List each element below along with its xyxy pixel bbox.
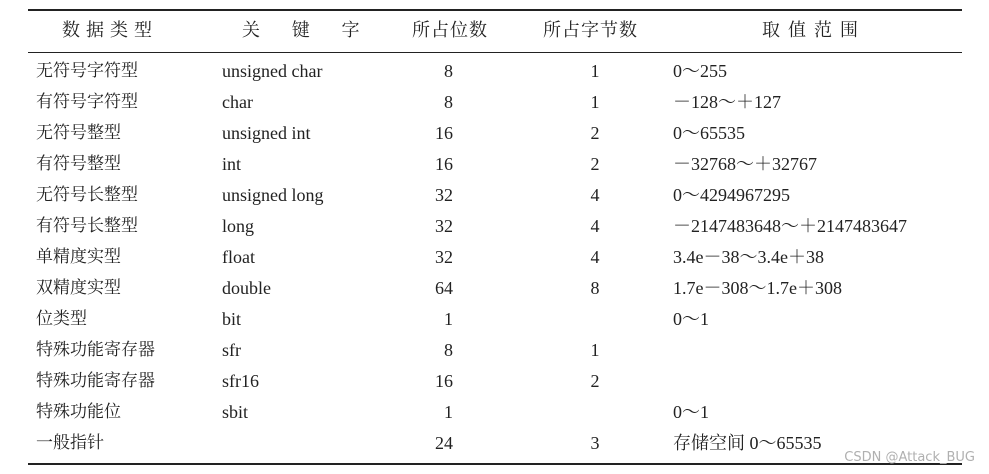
cell-data-type: 特殊功能寄存器: [36, 340, 155, 360]
table-row: [0, 242, 989, 273]
table-row: [0, 180, 989, 211]
header-bytes: 所占字节数: [543, 20, 638, 41]
cell-keyword: unsigned int: [222, 123, 311, 143]
cell-bytes: 4: [590, 247, 600, 267]
cell-bits: 32: [435, 216, 453, 236]
table-row: [0, 397, 989, 428]
cell-range: －2147483648～＋2147483647: [673, 216, 907, 236]
cell-bits: 16: [435, 154, 453, 174]
cell-range: 存储空间 0～65535: [673, 433, 822, 453]
cell-range: 0～65535: [673, 123, 745, 143]
cell-keyword: sfr16: [222, 371, 259, 391]
cell-bits: 32: [435, 247, 453, 267]
cell-keyword: float: [222, 247, 255, 267]
cell-data-type: 无符号字符型: [36, 61, 138, 81]
table-row: [0, 335, 989, 366]
cell-bits: 8: [444, 340, 453, 360]
cell-keyword: unsigned long: [222, 185, 324, 205]
cell-data-type: 位类型: [36, 309, 87, 329]
cell-bits: 1: [444, 309, 453, 329]
cell-data-type: 有符号整型: [36, 154, 121, 174]
cell-bytes: 3: [590, 433, 600, 453]
cell-range: 0～1: [673, 402, 709, 422]
cell-keyword: sfr: [222, 340, 241, 360]
cell-data-type: 无符号长整型: [36, 185, 138, 205]
cell-keyword: double: [222, 278, 271, 298]
cell-data-type: 特殊功能寄存器: [36, 371, 155, 391]
cell-bits: 16: [435, 371, 453, 391]
table-row: [0, 149, 989, 180]
cell-bits: 1: [444, 402, 453, 422]
cell-bits: 16: [435, 123, 453, 143]
cell-bits: 8: [444, 92, 453, 112]
cell-bytes: 1: [590, 61, 600, 81]
cell-range: 1.7e－308～1.7e＋308: [673, 278, 842, 298]
cell-bytes: 8: [590, 278, 600, 298]
header-range: 取值范围: [762, 20, 866, 41]
cell-bits: 24: [435, 433, 453, 453]
cell-data-type: 有符号长整型: [36, 216, 138, 236]
cell-bytes: 4: [590, 216, 600, 236]
cell-data-type: 单精度实型: [36, 247, 121, 267]
cell-range: 0～255: [673, 61, 727, 81]
header-bits: 所占位数: [412, 20, 488, 41]
table-row: [0, 366, 989, 397]
header-data-type: 数据类型: [62, 20, 158, 41]
table-header-rule: [28, 52, 962, 53]
cell-data-type: 一般指针: [36, 433, 104, 453]
table-row: [0, 118, 989, 149]
cell-bytes: 2: [590, 371, 600, 391]
cell-keyword: bit: [222, 309, 242, 329]
header-keyword: 关 键 字: [242, 20, 373, 41]
cell-data-type: 无符号整型: [36, 123, 121, 143]
cell-keyword: unsigned char: [222, 61, 323, 81]
table-row: [0, 304, 989, 335]
table-row: [0, 56, 989, 87]
cell-bytes: 1: [590, 92, 600, 112]
cell-data-type: 特殊功能位: [36, 402, 121, 422]
cell-range: －32768～＋32767: [673, 154, 817, 174]
cell-range: 0～4294967295: [673, 185, 790, 205]
cell-range: －128～＋127: [673, 92, 781, 112]
cell-bytes: 1: [590, 340, 600, 360]
cell-bytes: 2: [590, 154, 600, 174]
cell-bytes: 4: [590, 185, 600, 205]
cell-bits: 32: [435, 185, 453, 205]
cell-data-type: 有符号字符型: [36, 92, 138, 112]
cell-range: 0～1: [673, 309, 709, 329]
table-row: [0, 428, 989, 459]
table-body: [0, 56, 989, 459]
cell-bits: 64: [435, 278, 453, 298]
table-bottom-rule: [28, 463, 962, 465]
cell-keyword: char: [222, 92, 253, 112]
cell-bytes: 2: [590, 123, 600, 143]
watermark: CSDN @Attack_BUG: [844, 450, 975, 465]
cell-range: 3.4e－38～3.4e＋38: [673, 247, 824, 267]
table-row: [0, 87, 989, 118]
cell-data-type: 双精度实型: [36, 278, 121, 298]
table-top-rule: [28, 9, 962, 11]
table-row: [0, 211, 989, 242]
table-row: [0, 273, 989, 304]
cell-keyword: long: [222, 216, 255, 236]
cell-keyword: sbit: [222, 402, 249, 422]
cell-keyword: int: [222, 154, 242, 174]
cell-bits: 8: [444, 61, 453, 81]
